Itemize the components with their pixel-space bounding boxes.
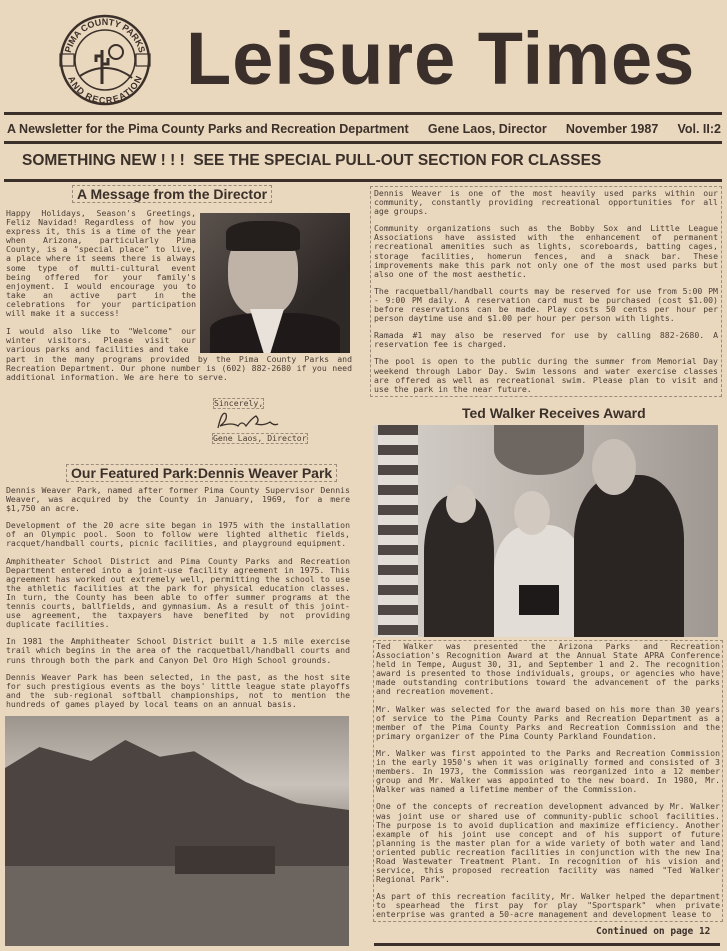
award-article — [373, 640, 723, 922]
featured-park-article — [6, 486, 350, 717]
divider — [4, 112, 722, 115]
issue-date: November 1987 — [565, 122, 659, 136]
divider — [4, 141, 722, 144]
director-heading: A Message from the Director — [72, 185, 272, 203]
subtitle: A Newsletter for the Pima County Parks and Recreation Department — [7, 122, 409, 136]
paragraph: Community organizations such as the Bobby Sox and Little League Associations have assisted with the enhancement of permanent recreational amenities such as lights, scoreboards, batting cages, storage facilities, homerun fences, and a snack bar. These improvements make this park not only one of the most used parks but also one of the most aesthetic. — [374, 223, 718, 279]
svg-text:AND RECREATION: AND RECREATION — [66, 74, 144, 106]
logo — [58, 12, 152, 108]
divider — [4, 179, 722, 182]
award-photo — [374, 425, 718, 637]
paragraph: One of the concepts of recreation development advanced by Mr. Walker was joint use or shared use of community-public school facilities. The purpose is to avoid duplication and maximize efficiency. Another example of his joint use concept and of his support of future planning is the master plan for a wide variety of both water and land oriented public recreation facilities in conjunction with the new Ina Road Wastewater Treatment Plant. In recognition of his vision and service, this proposed recreation facility was named "Ted Walker Regional Park". — [376, 801, 720, 885]
featured-park-heading: Our Featured Park:Dennis Weaver Park — [66, 464, 337, 482]
continued-link[interactable]: Continued on page 12 — [596, 926, 711, 937]
director-message-p1: Happy Holidays, Season's Greetings, Feliz Navidad! Regardless of how you express it, this is a time of the year when Arizona, particularly Pima County, is a "special place" to live, a place where it seems there is always some type of multi-cultural event being offered for your family's enjoyment. I would encourage you to take an active part in the celebrations for your participation will make it a success! — [6, 208, 196, 319]
award-heading: Ted Walker Receives Award — [462, 405, 646, 421]
paragraph: Dennis Weaver Park has been selected, in the past, as the host site for such prestigious events as the boys' little league state playoffs and the sub-regional softball championships, not to mention the hundreds of games played by local teams on an annual basis. — [6, 671, 350, 709]
paragraph: Amphitheater School District and Pima County Parks and Recreation Department entered into a joint-use facility agreement in 1975. This agreement has worked out extremely well, permitting the school to use the athletic facilities at the park for physical education classes. In turn, the County has been able to offer summer programs at the tennis courts, ballfields, and gymnasium. As a result of this joint-use agreement, the taxpayers have benefited by not providing duplicate facilities. — [6, 555, 350, 630]
park-photo — [5, 716, 349, 946]
director-name: Gene Laos, Director — [427, 122, 547, 136]
director-message-p2b: part in the many programs provided by the Pima County Parks and Recreation Department. Our phone number is (602) 882-2680 if you need additional information. We are here to serve. — [6, 354, 352, 383]
divider — [374, 943, 720, 946]
signature — [212, 408, 282, 432]
newsletter-title: Leisure Times — [186, 17, 696, 100]
paragraph: As part of this recreation facility, Mr. Walker helped the department to spearhead the first pay for play "Sportspark" when private enterprise was granted a 50-acre management and development lease to — [376, 891, 720, 920]
paragraph: The pool is open to the public during the summer from Memorial Day weekend through Labor Day. Swim lessons and water exercise classes are offered as well as recreational swim. Please plan to visit and use the park in the near future. — [374, 356, 718, 394]
subtitle-bar — [7, 121, 721, 137]
signoff: Gene Laos, Director — [213, 433, 307, 443]
paragraph: The racquetball/handball courts may be reserved for use from 5:00 PM - 9:00 PM daily. A reservation card must be purchased (cost $1.00) before reservations can be made. Play costs 50 cents per hour per person daytime use and $1.00 per hour per person with lights. — [374, 285, 718, 324]
paragraph: Dennis Weaver is one of the most heavily used parks within our community, constantly providing recreational opportunities for all age groups. — [374, 188, 718, 217]
paragraph: Mr. Walker was selected for the award based on his more than 30 years of service to the Pima County Parks and Recreation Department as a member of the Pima County Parks and Recreation Commission and the primary organizer of the Pima County Parkland Foundation. — [376, 703, 720, 741]
paragraph: Ramada #1 may also be reserved for use by calling 882-2680. A reservation fee is charged. — [374, 330, 718, 350]
paragraph: Dennis Weaver Park, named after former Pima County Supervisor Dennis Weaver, was acquired by the County in January, 1969, for a mere $1,750 an acre. — [6, 485, 350, 514]
paragraph: Development of the 20 acre site began in 1975 with the installation of an Olympic pool. Soon to follow were lighted althetic fields, racquet/handball courts, picnic facilities, and playground equipment. — [6, 520, 350, 549]
volume: Vol. II:2 — [677, 122, 721, 136]
paragraph: Mr. Walker was first appointed to the Parks and Recreation Commission in the early 1950's when it was originally formed and consisted of 3 members. In 1973, the Commission was reorganized into a 12 member group and Mr. Walker was appointed to the new board. In 1980, Mr. Walker was named a lifetime member of the Commission. — [376, 747, 720, 795]
svg-text:PIMA COUNTY PARKS: PIMA COUNTY PARKS — [62, 16, 148, 54]
paragraph: Ted Walker was presented the Arizona Parks and Recreation Association's Recognition Award at the Annual State APRA Conference held in Tempe, August 30, 31, and September 1 and 2. The recognition award is presented to those individuals, groups, or agencies who have made outstanding contributions toward the advancement of the parks and recreation movement. — [376, 641, 720, 697]
closing: Sincerely, — [214, 398, 264, 408]
director-message-p2a: I would also like to "Welcome" our winter visitors. Please visit our various parks and facilities and take — [6, 326, 196, 355]
banner-headline: SOMETHING NEW ! ! ! SEE THE SPECIAL PULL-OUT SECTION FOR CLASSES — [22, 152, 602, 169]
director-photo — [200, 213, 350, 353]
featured-park-continued — [370, 186, 722, 397]
paragraph: In 1981 the Amphitheater School District built a 1.5 mile exercise trail which begins in the area of the racquetball/handball courts and runs through both the park and Canyon Del Oro High School grounds. — [6, 636, 350, 665]
